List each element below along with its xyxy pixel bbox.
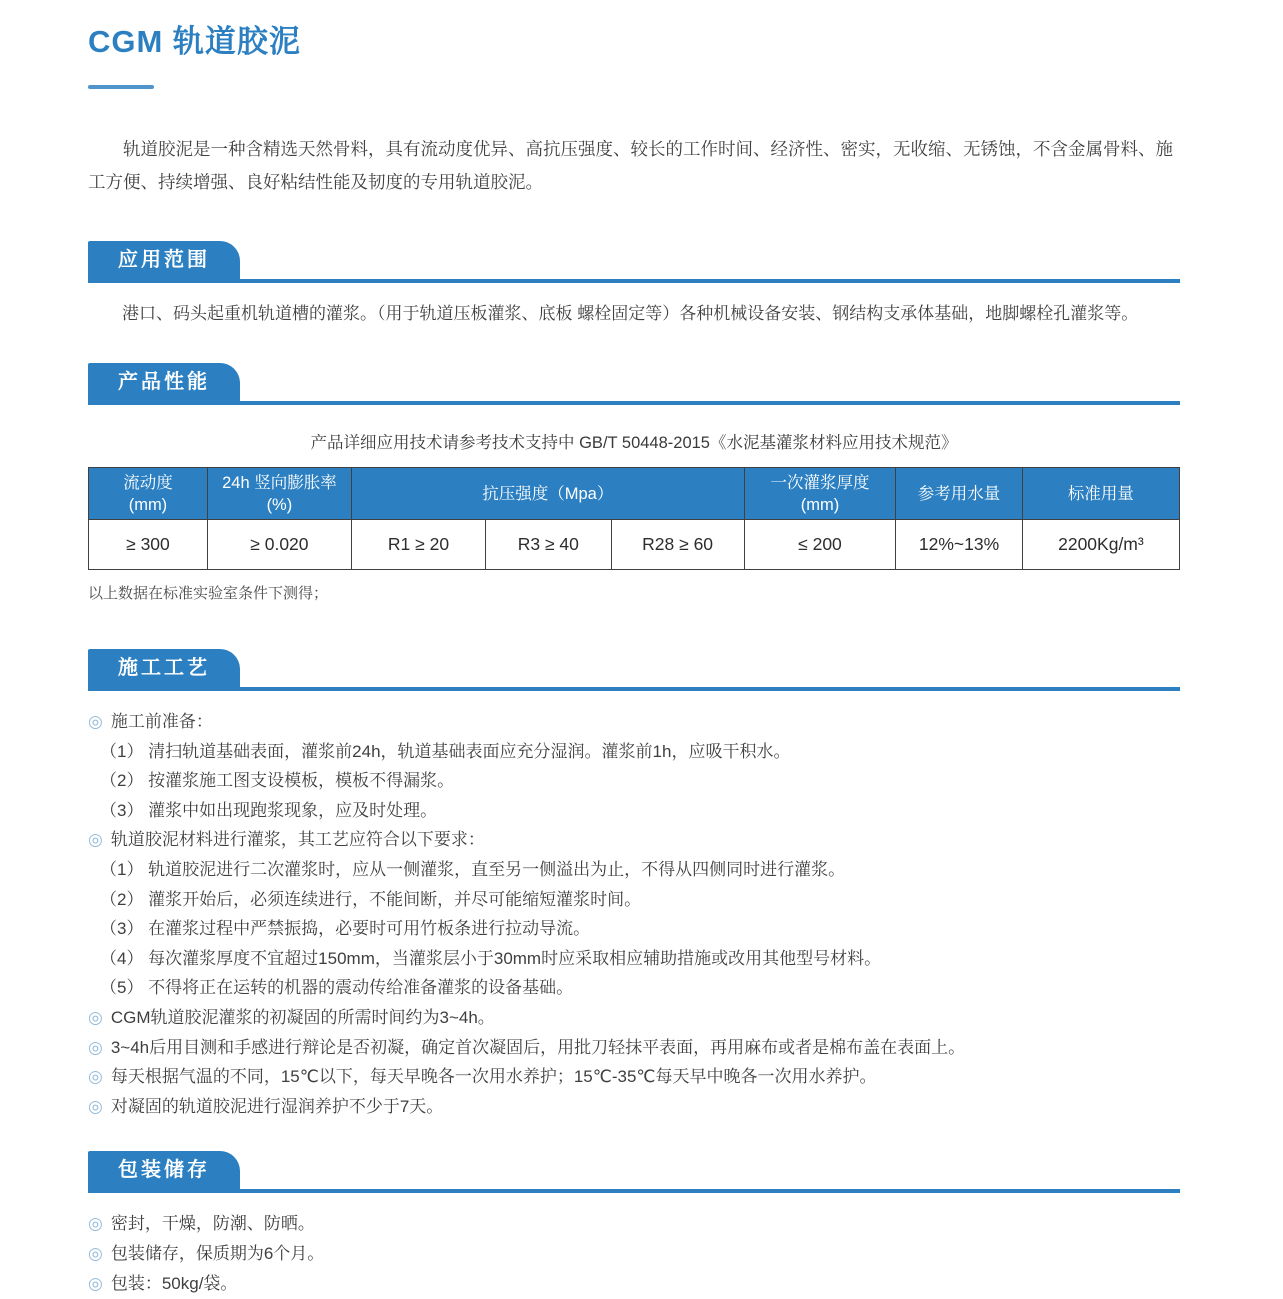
list-item-text: 包装：50kg/袋。 xyxy=(110,1274,238,1294)
list-item xyxy=(88,766,1180,796)
bullseye-bullet-icon: ◎ xyxy=(88,1096,103,1116)
list-item xyxy=(88,796,1180,826)
list-item-text: （3） 灌浆中如出现跑浆现象，应及时处理。 xyxy=(100,800,438,820)
section-rule xyxy=(88,401,1180,405)
cell-water-amount: 12%~13% xyxy=(896,520,1023,570)
section-rule xyxy=(88,1189,1180,1193)
list-item xyxy=(88,973,1180,1003)
list-item-text: （5） 不得将正在运转的机器的震动传给准备灌浆的设备基础。 xyxy=(100,978,574,998)
cell-flowability: ≥ 300 xyxy=(89,520,208,570)
list-item xyxy=(88,825,1180,855)
list-item xyxy=(88,944,1180,974)
section-performance xyxy=(88,363,1180,405)
col-header-compressive-strength: 抗压强度（Mpa） xyxy=(351,468,744,520)
col-header-flowability: 流动度 (mm) xyxy=(89,468,208,520)
list-item-text: 包装储存，保质期为6个月。 xyxy=(110,1244,325,1264)
bullseye-bullet-icon: ◎ xyxy=(88,830,103,850)
list-item xyxy=(88,1003,1180,1033)
list-item-text: CGM轨道胶泥灌浆的初凝固的所需时间约为3~4h。 xyxy=(110,1007,495,1027)
list-item-text: （1） 清扫轨道基础表面，灌浆前24h，轨道基础表面应充分湿润。灌浆前1h，应吸干积水。 xyxy=(100,741,791,761)
cell-r1: R1 ≥ 20 xyxy=(351,520,485,570)
list-item-text: （4） 每次灌浆厚度不宜超过150mm，当灌浆层小于30mm时应采取相应辅助措施或改用其他型号材料。 xyxy=(100,948,882,968)
list-item xyxy=(88,707,1180,737)
section-heading-tab: 应用范围 xyxy=(88,241,240,279)
list-item xyxy=(88,914,1180,944)
col-header-expansion: 24h 竖向膨胀率 (%) xyxy=(207,468,351,520)
table-footnote: 以上数据在标准实验室条件下测得； xyxy=(88,585,329,602)
list-item-text: 每天根据气温的不同，15℃以下，每天早晚各一次用水养护；15℃-35℃每天早中晚各一次用水养护。 xyxy=(110,1067,877,1087)
list-item-text: （2） 按灌浆施工图支设模板，模板不得漏浆。 xyxy=(100,771,455,791)
section-packaging xyxy=(88,1151,1180,1193)
title-underline xyxy=(88,85,154,89)
cell-grout-thickness: ≤ 200 xyxy=(744,520,896,570)
list-item-text: （1） 轨道胶泥进行二次灌浆时，应从一侧灌浆，直至另一侧溢出为止，不得从四侧同时进行灌浆。 xyxy=(100,859,846,879)
bullseye-bullet-icon: ◎ xyxy=(88,1214,103,1234)
list-item xyxy=(88,885,1180,915)
cell-r3: R3 ≥ 40 xyxy=(486,520,611,570)
section-process xyxy=(88,649,1180,691)
application-text: 港口、码头起重机轨道槽的灌浆。（用于轨道压板灌浆、底板 螺栓固定等）各种机械设备安装、钢结构支承体基础，地脚螺栓孔灌浆等。 xyxy=(122,304,1139,323)
section-rule xyxy=(88,279,1180,283)
section-heading-tab: 施工工艺 xyxy=(88,649,240,687)
bullseye-bullet-icon: ◎ xyxy=(88,712,103,731)
packaging-list xyxy=(88,1209,1180,1299)
cell-r28: R28 ≥ 60 xyxy=(611,520,744,570)
section-heading-tab: 包装储存 xyxy=(88,1151,240,1189)
list-item xyxy=(88,1269,1180,1299)
list-item xyxy=(88,855,1180,885)
cell-standard-dosage: 2200Kg/m³ xyxy=(1022,520,1179,570)
col-header-standard-dosage: 标准用量 xyxy=(1022,468,1179,520)
section-rule xyxy=(88,687,1180,691)
col-header-grout-thickness: 一次灌浆厚度 (mm) xyxy=(744,468,896,520)
list-item xyxy=(88,1239,1180,1269)
section-application xyxy=(88,241,1180,283)
bullseye-bullet-icon: ◎ xyxy=(88,1244,103,1264)
list-item xyxy=(88,1033,1180,1063)
list-item xyxy=(88,1209,1180,1239)
page-title: CGM 轨道胶泥 xyxy=(88,24,301,59)
list-item xyxy=(88,737,1180,767)
process-list xyxy=(88,707,1180,1121)
cell-expansion: ≥ 0.020 xyxy=(207,520,351,570)
bullseye-bullet-icon: ◎ xyxy=(88,1274,103,1294)
performance-note: 产品详细应用技术请参考技术支持中 GB/T 50448-2015《水泥基灌浆材料应用技术规范》 xyxy=(310,434,958,452)
list-item xyxy=(88,1092,1180,1122)
col-header-water-amount: 参考用水量 xyxy=(896,468,1023,520)
list-item-text: （2） 灌浆开始后，必须连续进行，不能间断，并尽可能缩短灌浆时间。 xyxy=(100,889,642,909)
list-item-text: （3） 在灌浆过程中严禁振捣，必要时可用竹板条进行拉动导流。 xyxy=(100,919,591,939)
list-item-text: 施工前准备： xyxy=(110,712,213,731)
list-item xyxy=(88,1062,1180,1092)
bullseye-bullet-icon: ◎ xyxy=(88,1037,103,1057)
spec-table xyxy=(88,467,1180,570)
bullseye-bullet-icon: ◎ xyxy=(88,1067,103,1087)
table-value-row xyxy=(89,520,1180,570)
list-item-text: 3~4h后用目测和手感进行辩论是否初凝，确定首次凝固后，用批刀轻抹平表面，再用麻布或者是棉布盖在表面上。 xyxy=(110,1037,966,1057)
intro-paragraph: 轨道胶泥是一种含精选天然骨料，具有流动度优异、高抗压强度、较长的工作时间、经济性、密实，无收缩、无锈蚀，不含金属骨料、施工方便、持续增强、良好粘结性能及韧度的专用轨道胶泥。 xyxy=(88,139,1173,192)
list-item-text: 密封，干燥，防潮、防晒。 xyxy=(110,1214,315,1234)
table-header-row xyxy=(89,468,1180,520)
list-item-text: 对凝固的轨道胶泥进行湿润养护不少于7天。 xyxy=(110,1096,444,1116)
bullseye-bullet-icon: ◎ xyxy=(88,1007,103,1027)
section-heading-tab: 产品性能 xyxy=(88,363,240,401)
list-item-text: 轨道胶泥材料进行灌浆，其工艺应符合以下要求： xyxy=(110,830,485,850)
